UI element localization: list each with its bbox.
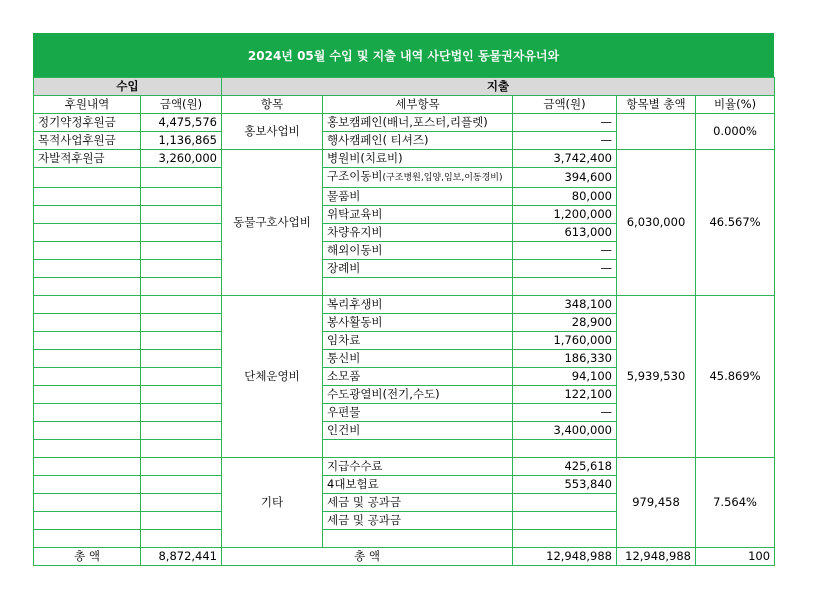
column-header-row [34,96,775,114]
category-cell: 단체운영비 [222,296,323,458]
detail-cell [323,278,513,296]
expense-amount-cell: 94,100 [513,368,617,386]
income-empty-cell [34,368,141,386]
detail-note: (구조병원,입양,임보,이동경비) [382,173,503,183]
detail-name: 차량유지비 [327,225,383,239]
detail-cell [323,422,513,440]
expense-amount-cell [513,530,617,548]
detail-name: 해외이동비 [327,243,383,257]
income-empty-cell [141,530,222,548]
expense-amount-cell: — [513,242,617,260]
income-name-cell: 목적사업후원금 [34,132,141,150]
expense-amount-cell: 1,760,000 [513,332,617,350]
income-empty-cell [34,296,141,314]
detail-cell [323,350,513,368]
detail-cell [323,150,513,168]
income-empty-cell [34,168,141,188]
header-donation-type: 후원내역 [34,96,141,114]
detail-cell [323,168,513,188]
expense-amount-cell [513,278,617,296]
expense-amount-cell: 613,000 [513,224,617,242]
income-empty-cell [34,242,141,260]
income-empty-cell [141,494,222,512]
income-total-value: 8,872,441 [141,548,222,566]
income-empty-cell [34,422,141,440]
income-empty-cell [141,476,222,494]
expense-section-label: 지출 [222,78,775,96]
income-empty-cell [34,530,141,548]
income-empty-cell [141,512,222,530]
detail-name: 4대보험료 [327,477,379,491]
expense-amount-cell: 122,100 [513,386,617,404]
income-empty-cell [34,494,141,512]
detail-cell [323,512,513,530]
expense-amount-cell: 80,000 [513,188,617,206]
income-section-label: 수입 [34,78,222,96]
detail-name: 통신비 [327,351,361,365]
income-empty-cell [34,314,141,332]
expense-amount-cell: 348,100 [513,296,617,314]
category-total-cell: 5,939,530 [617,296,696,458]
detail-cell [323,188,513,206]
spreadsheet [33,33,774,566]
income-empty-cell [34,332,141,350]
income-empty-cell [141,260,222,278]
detail-cell [323,386,513,404]
category-grand-total: 12,948,988 [617,548,696,566]
header-category: 항목 [222,96,323,114]
totals-row [34,548,775,566]
income-empty-cell [34,440,141,458]
detail-cell [323,224,513,242]
income-empty-cell [34,476,141,494]
expense-amount-cell: 28,900 [513,314,617,332]
expense-amount-cell [513,440,617,458]
header-category-total: 항목별 총액 [617,96,696,114]
income-empty-cell [141,404,222,422]
detail-cell [323,476,513,494]
income-empty-cell [141,188,222,206]
category-total-cell: 979,458 [617,458,696,548]
category-cell: 동물구호사업비 [222,150,323,296]
detail-cell [323,242,513,260]
detail-name: 소모품 [327,369,361,383]
expense-amount-cell: — [513,404,617,422]
detail-cell [323,530,513,548]
detail-name: 우편물 [327,405,361,419]
detail-name: 지급수수료 [327,459,383,473]
ratio-cell: 7.564% [696,458,775,548]
detail-cell [323,206,513,224]
ratio-cell: 45.869% [696,296,775,458]
ratio-cell: 0.000% [696,114,775,150]
income-empty-cell [141,224,222,242]
expense-amount-cell: 425,618 [513,458,617,476]
table-row [34,296,775,314]
detail-name: 위탁교육비 [327,207,383,221]
income-total-label: 총 액 [34,548,141,566]
detail-name: 구조이동비 [327,169,383,183]
income-empty-cell [141,422,222,440]
finance-table [33,77,775,566]
income-empty-cell [34,260,141,278]
table-row [34,150,775,168]
detail-name: 수도광열비(전기,수도) [327,387,440,401]
detail-name: 세금 및 공과금 [327,513,401,527]
detail-name: 세금 및 공과금 [327,495,401,509]
expense-amount-cell: 3,742,400 [513,150,617,168]
detail-cell [323,132,513,150]
expense-amount-cell [513,494,617,512]
expense-total-label: 총 액 [222,548,513,566]
report-title: 2024년 05월 수입 및 지출 내역 사단법인 동물권자유너와 [33,33,774,77]
detail-cell [323,114,513,132]
income-amount-cell: 4,475,576 [141,114,222,132]
income-empty-cell [141,278,222,296]
expense-amount-cell: — [513,260,617,278]
detail-name: 행사캠페인( 티셔즈) [327,133,429,147]
detail-name: 봉사활동비 [327,315,383,329]
income-empty-cell [34,350,141,368]
income-empty-cell [141,168,222,188]
header-detail: 세부항목 [323,96,513,114]
detail-name: 임차료 [327,333,361,347]
income-empty-cell [34,278,141,296]
detail-cell [323,494,513,512]
income-empty-cell [34,458,141,476]
expense-amount-cell: 553,840 [513,476,617,494]
category-total-cell [617,114,696,150]
expense-total-value: 12,948,988 [513,548,617,566]
table-row [34,458,775,476]
detail-cell [323,314,513,332]
expense-amount-cell [513,512,617,530]
income-empty-cell [141,440,222,458]
income-empty-cell [34,188,141,206]
income-empty-cell [141,314,222,332]
detail-cell [323,368,513,386]
expense-amount-cell: — [513,114,617,132]
category-cell: 홍보사업비 [222,114,323,150]
header-ratio: 비율(%) [696,96,775,114]
detail-name: 장례비 [327,261,361,275]
ratio-cell: 46.567% [696,150,775,296]
header-income-amount: 금액(원) [141,96,222,114]
income-empty-cell [141,332,222,350]
income-empty-cell [141,206,222,224]
income-empty-cell [34,224,141,242]
income-empty-cell [141,386,222,404]
detail-name: 복리후생비 [327,297,383,311]
detail-name: 인건비 [327,423,361,437]
income-name-cell: 자발적후원금 [34,150,141,168]
income-empty-cell [34,404,141,422]
income-empty-cell [141,368,222,386]
income-amount-cell: 1,136,865 [141,132,222,150]
category-cell: 기타 [222,458,323,548]
detail-name: 병원비(치료비) [327,151,403,165]
ratio-total: 100 [696,548,775,566]
expense-amount-cell: — [513,132,617,150]
detail-name: 홍보캠페인(배너,포스터,리플렛) [327,115,488,129]
table-row [34,114,775,132]
detail-cell [323,458,513,476]
income-empty-cell [34,206,141,224]
detail-cell [323,260,513,278]
income-empty-cell [34,386,141,404]
section-header-row [34,78,775,96]
income-empty-cell [141,242,222,260]
income-empty-cell [141,458,222,476]
category-total-cell: 6,030,000 [617,150,696,296]
detail-cell [323,440,513,458]
detail-cell [323,296,513,314]
income-empty-cell [141,296,222,314]
expense-amount-cell: 394,600 [513,168,617,188]
header-expense-amount: 금액(원) [513,96,617,114]
expense-amount-cell: 3,400,000 [513,422,617,440]
income-empty-cell [34,512,141,530]
income-name-cell: 정기약정후원금 [34,114,141,132]
income-amount-cell: 3,260,000 [141,150,222,168]
detail-cell [323,332,513,350]
income-empty-cell [141,350,222,368]
detail-cell [323,404,513,422]
expense-amount-cell: 186,330 [513,350,617,368]
detail-name: 물품비 [327,189,361,203]
expense-amount-cell: 1,200,000 [513,206,617,224]
